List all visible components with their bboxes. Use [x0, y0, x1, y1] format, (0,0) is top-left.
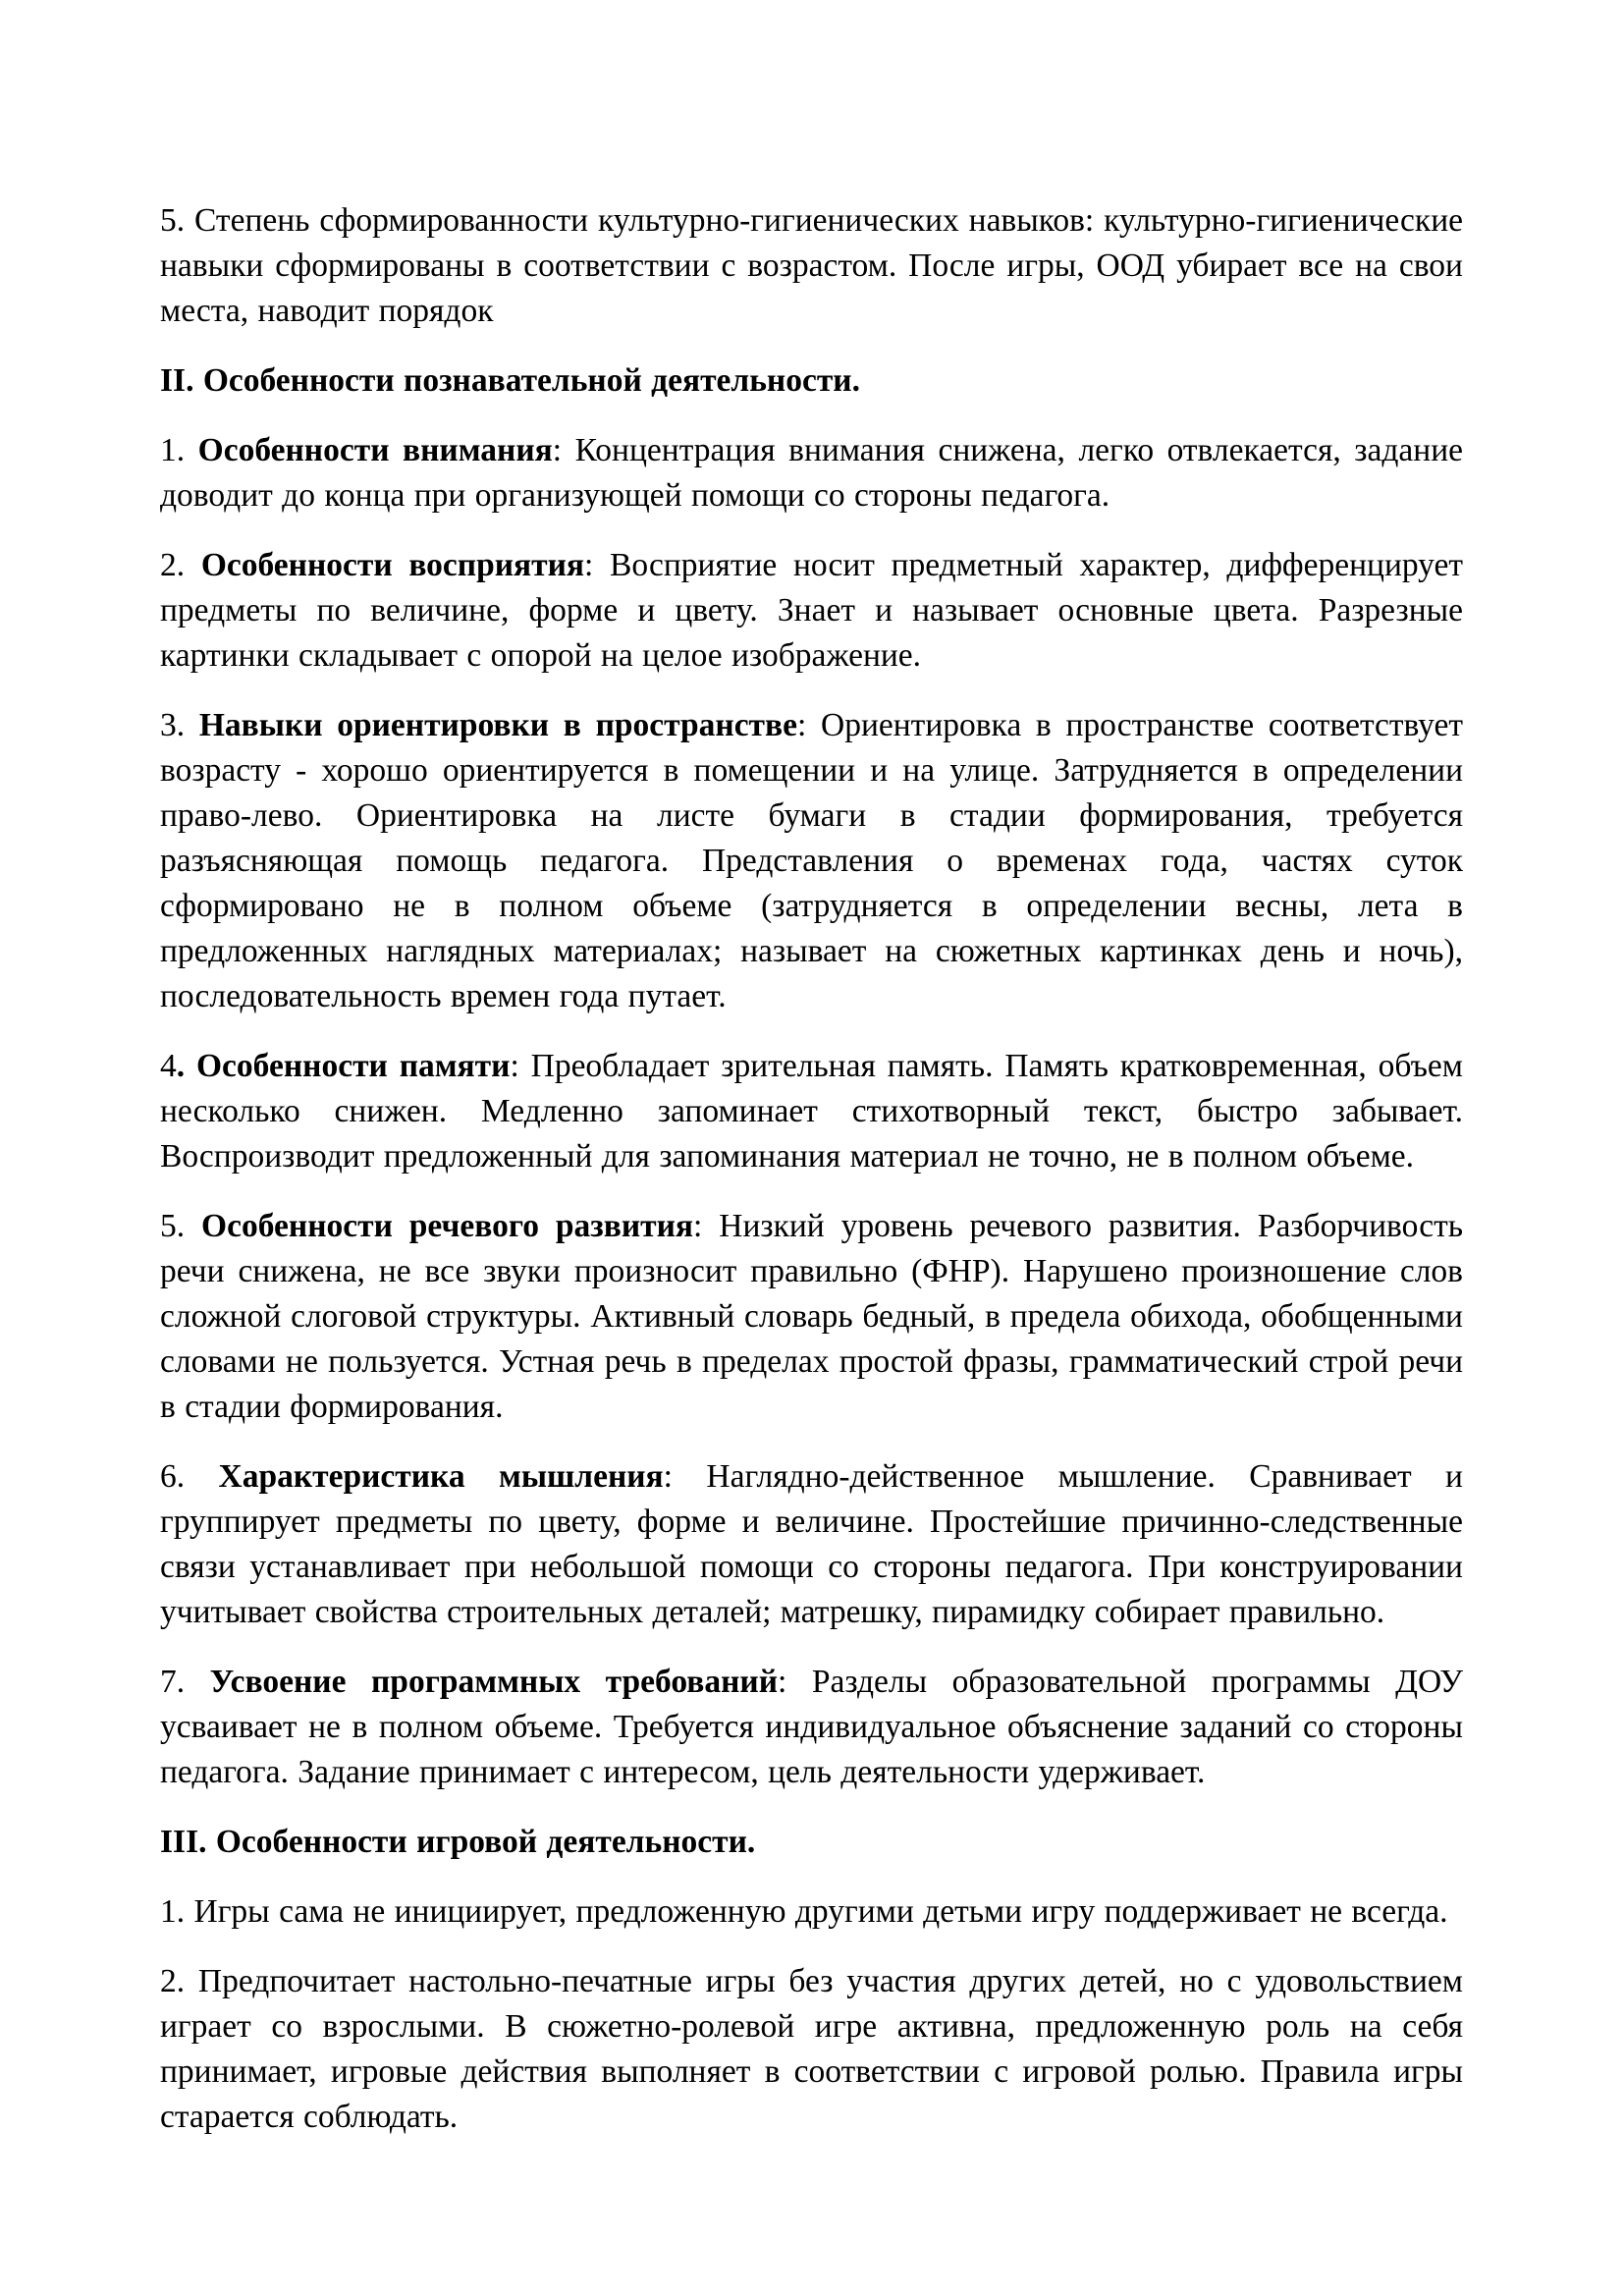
bold-text-run: Усвоение программных требований [209, 1664, 779, 1700]
text-run: 4 [160, 1048, 177, 1084]
text-run: : Преобладает зрительная память. Память кратковременная, объем несколько снижен. Медленно запоминает стихотворный текст, быстро забывает. Воспроизводит предложенный для запоминания материал не точно, не в полном объеме. [160, 1048, 1463, 1175]
paragraph [160, 1889, 1463, 1935]
text-run: 1. [160, 432, 198, 468]
text-run: 1. Игры сама не инициирует, предложенную другими детьми игру поддерживает не всегда. [160, 1893, 1448, 1930]
section-heading [160, 358, 1463, 404]
text-run: : Наглядно-действенное мышление. Сравнивает и группирует предметы по цвету, форме и величине. Простейшие причинно-следственные связи устанавливает при небольшой помощи со стороны педагога. При конструировании учитывает свойства строительных деталей; матрешку, пирамидку собирает правильно. [160, 1458, 1463, 1630]
paragraph [160, 703, 1463, 1019]
paragraph [160, 543, 1463, 679]
text-run: 3. [160, 707, 199, 743]
bold-text-run: Особенности внимания [197, 432, 553, 468]
paragraph [160, 198, 1463, 334]
paragraph [160, 1204, 1463, 1430]
bold-text-run: II. Особенности познавательной деятельности. [160, 362, 860, 399]
text-run: 7. [160, 1664, 210, 1700]
text-run: 6. [160, 1458, 219, 1495]
paragraph [160, 1044, 1463, 1179]
bold-text-run: Навыки ориентировки в пространстве [198, 707, 797, 743]
text-run: : Низкий уровень речевого развития. Разборчивость речи снижена, не все звуки произносит правильно (ФНР). Нарушено произношение слов сложной слоговой структуры. Активный словарь бедный, в предела обихода, обобщенными словами не пользуется. Устная речь в пределах простой фразы, грамматический строй речи в стадии формирования. [160, 1208, 1463, 1425]
text-run: 2. Предпочитает настольно-печатные игры без участия других детей, но с удовольствием играет со взрослыми. В сюжетно-ролевой игре активна, предложенную роль на себя принимает, игровые действия выполняет в соответствии с игровой ролью. Правила игры старается соблюдать. [160, 1963, 1463, 2135]
text-run: : Восприятие носит предметный характер, дифференцирует предметы по величине, форме и цвету. Знает и называет основные цвета. Разрезные картинки складывает с опорой на целое изображение. [160, 547, 1464, 674]
text-run: 2. [160, 547, 201, 583]
paragraph [160, 1454, 1463, 1635]
paragraph [160, 1959, 1463, 2140]
bold-text-run: Характеристика мышления [218, 1458, 664, 1495]
bold-text-run: Особенности восприятия [200, 547, 585, 583]
text-run: 5. [160, 1208, 202, 1244]
paragraph [160, 428, 1463, 519]
text-run: : Концентрация внимания снижена, легко отвлекается, задание доводит до конца при организующей помощи со стороны педагога. [160, 432, 1463, 514]
text-run: : Разделы образовательной программы ДОУ усваивает не в полном объеме. Требуется индивидуальное объяснение заданий со стороны педагога. Задание принимает с интересом, цель деятельности удерживает. [160, 1664, 1464, 1790]
bold-text-run: III. Особенности игровой деятельности. [160, 1824, 756, 1860]
bold-text-run: . Особенности памяти [176, 1048, 511, 1084]
text-run: : Ориентировка в пространстве соответствует возрасту - хорошо ориентируется в помещении и на улице. Затрудняется в определении право-лево. Ориентировка на листе бумаги в стадии формирования, требуется разъясняющая помощь педагога. Представления о временах года, частях суток сформировано не в полном объеме (затрудняется в определении весны, лета в предложенных наглядных материалах; называет на сюжетных картинках день и ночь), последовательность времен года путает. [160, 707, 1463, 1014]
document-body [160, 198, 1463, 2140]
text-run: 5. Степень сформированности культурно-гигиенических навыков: культурно-гигиенические навыки сформированы в соответствии с возрастом. После игры, ООД убирает все на свои места, наводит порядок [160, 202, 1463, 329]
section-heading [160, 1820, 1463, 1865]
bold-text-run: Особенности речевого развития [201, 1208, 694, 1244]
paragraph [160, 1660, 1463, 1795]
